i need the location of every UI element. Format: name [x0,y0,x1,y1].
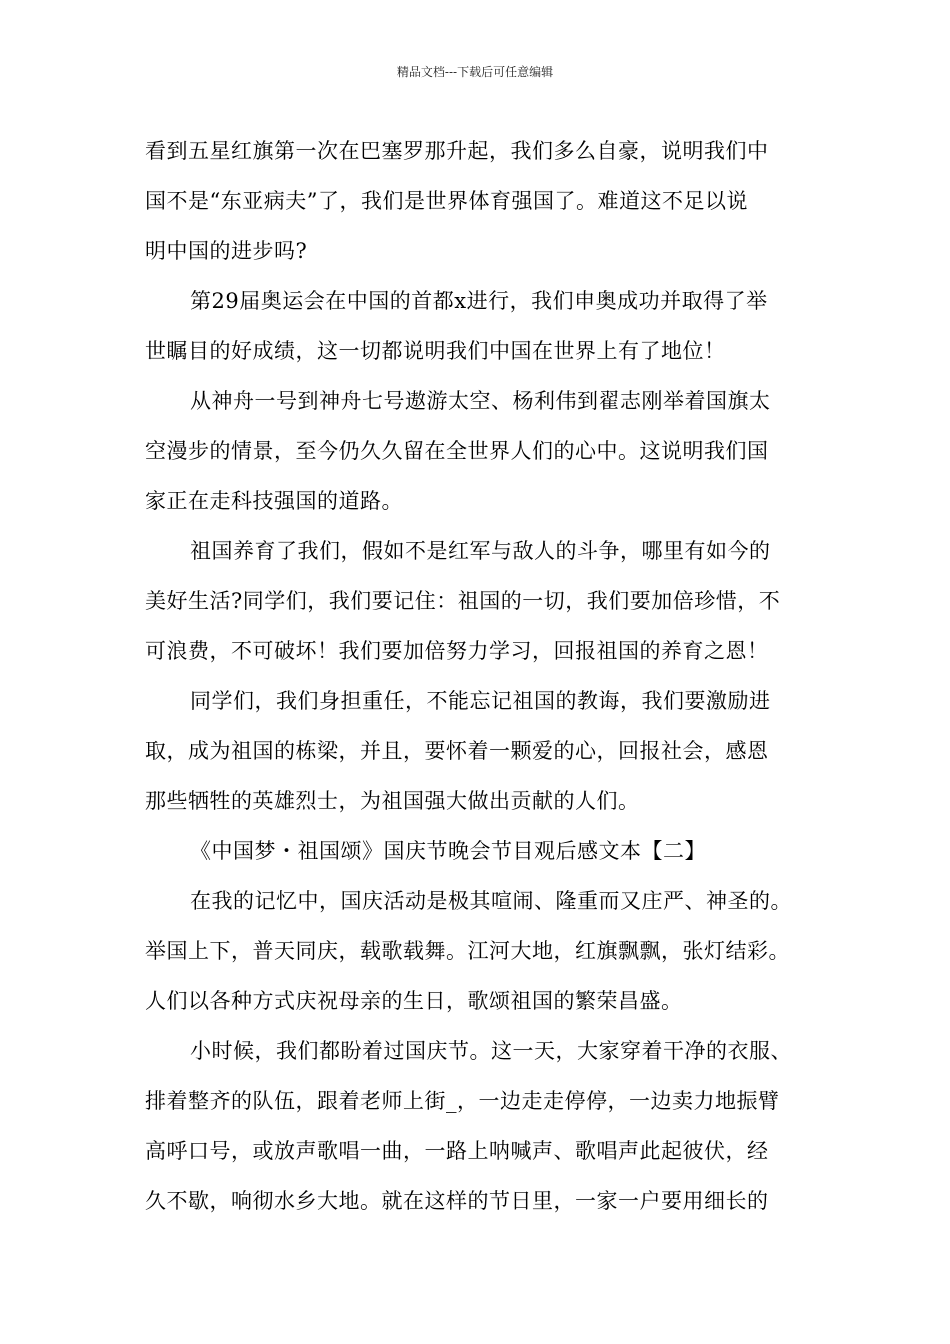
text-line: 高呼口号，或放声歌唱一曲，一路上呐喊声、歌唱声此起彼伏，经 [145,1139,769,1163]
document-body [145,126,830,1226]
paragraph [145,876,830,1026]
paragraph [145,376,830,526]
text-line: 明中国的进步吗? [145,239,308,263]
text-line: 国不是“东亚病夫”了，我们是世界体育强国了。难道这不足以说 [145,189,748,213]
text-line: 小时候，我们都盼着过国庆节。这一天，大家穿着干净的衣服、 [190,1039,792,1063]
text-line: 从神舟一号到神舟七号遨游太空、杨利伟到翟志刚举着国旗太 [190,389,771,413]
text-line: 第29届奥运会在中国的首都x进行，我们申奥成功并取得了举 [190,289,768,313]
text-line: 看到五星红旗第一次在巴塞罗那升起，我们多么自豪，说明我们中 [145,139,769,163]
text-line: 祖国养育了我们，假如不是红军与敌人的斗争，哪里有如今的 [190,539,771,563]
paragraph [145,526,830,676]
page-header [0,64,950,80]
text-line: 那些牺牲的英雄烈士，为祖国强大做出贡献的人们。 [145,789,640,813]
text-line: 空漫步的情景，至今仍久久留在全世界人们的心中。这说明我们国 [145,439,769,463]
paragraph [145,1026,830,1226]
section-heading [145,826,830,876]
paragraph [145,276,830,376]
text-line: 美好生活?同学们，我们要记住：祖国的一切，我们要加倍珍惜，不 [145,589,781,613]
text-line: 人们以各种方式庆祝母亲的生日，歌颂祖国的繁荣昌盛。 [145,989,683,1013]
heading-line: 《中国梦・祖国颂》国庆节晚会节目观后感文本【二】 [190,839,706,863]
text-line: 在我的记忆中，国庆活动是极其喧闹、隆重而又庄严、神圣的。 [190,889,792,913]
text-line: 取，成为祖国的栋梁，并且，要怀着一颗爱的心，回报社会，感恩 [145,739,769,763]
header-text: 精品文档---下载后可任意编辑 [396,65,554,79]
paragraph [145,676,830,826]
text-line: 久不歇，响彻水乡大地。就在这样的节日里，一家一户要用细长的 [145,1189,769,1213]
text-line: 家正在走科技强国的道路。 [145,489,403,513]
paragraph [145,126,830,276]
text-line: 世瞩目的好成绩，这一切都说明我们中国在世界上有了地位！ [145,339,726,363]
text-line: 举国上下，普天同庆，载歌载舞。江河大地，红旗飘飘，张灯结彩。 [145,939,790,963]
text-line: 同学们，我们身担重任，不能忘记祖国的教诲，我们要激励进 [190,689,771,713]
text-line: 排着整齐的队伍，跟着老师上街_，一边走走停停，一边卖力地振臂 [145,1089,780,1113]
text-line: 可浪费，不可破坏！我们要加倍努力学习，回报祖国的养育之恩！ [145,639,769,663]
